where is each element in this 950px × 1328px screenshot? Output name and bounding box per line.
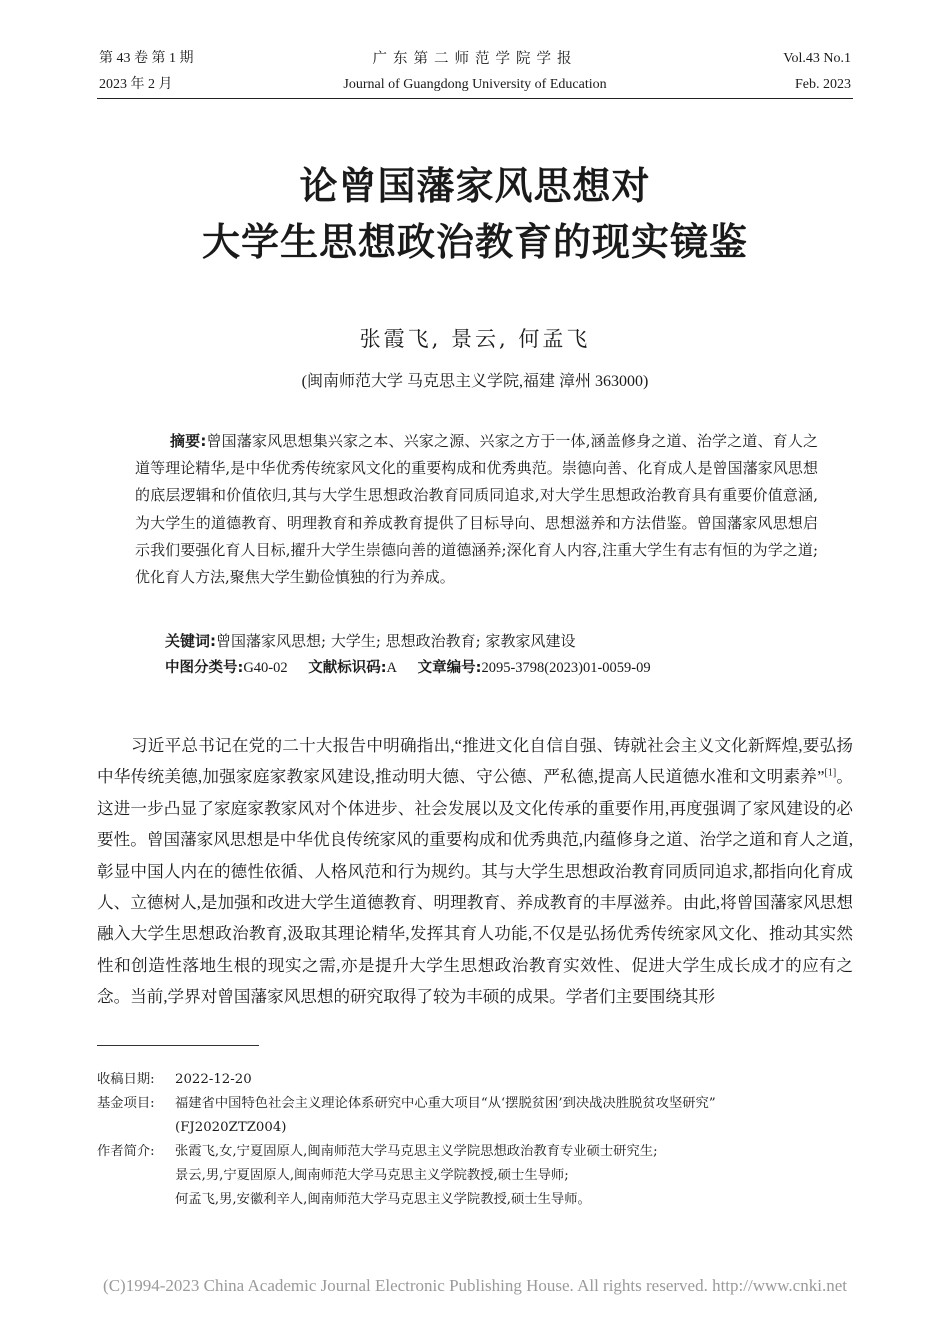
author-bio-1: 张霞飞,女,宁夏固原人,闽南师范大学马克思主义学院思想政治教育专业硕士研究生; [175,1144,658,1159]
article-no-value: 2095-3798(2023)01-0059-09 [481,660,651,676]
fund-label: 基金项目: [97,1096,155,1111]
abstract-label: 摘要: [170,432,207,450]
keywords-text: 曾国藩家风思想; 大学生; 思想政治教育; 家教家风建设 [216,632,576,650]
paper-authors: 张霞飞, 景云, 何孟飞 [359,327,591,351]
paper-title-line1: 论曾国藩家风思想对 [299,163,651,208]
author-bio-label: 作者简介: [97,1144,155,1159]
fund-value-line2: (FJ2020ZTZ004) [175,1120,287,1135]
citation-ref: [1] [824,767,837,779]
received-value: 2022-12-20 [175,1072,252,1087]
doc-code-value: A [386,660,398,676]
running-header [97,42,853,99]
classification-line [165,655,667,682]
copyright-watermark: (C)1994-2023 China Academic Journal Electronic Publishing House. All rights reserved. http://www.cnki.net [103,1276,847,1295]
header-volume: 第 43 卷 第 1 期 [99,51,194,66]
footnote-authors [97,1140,857,1212]
paper-title-line2: 大学生思想政治教育的现实镜鉴 [201,219,748,264]
keywords-label: 关键词: [165,632,216,650]
header-journal-en: Journal of Guangdong University of Education [343,77,607,92]
paper-title [0,158,950,270]
header-date-en: Feb. 2023 [795,77,851,92]
body-text-part1: 习近平总书记在党的二十大报告中明确指出,“推进文化自信自强、铸就社会主义文化新辉煌,要弘扬中华传统美德,加强家庭家教家风建设,推动明大德、守公德、严私德,提高人民道德水准和文明素养” [97,736,853,787]
author-affiliation: (闽南师范大学 马克思主义学院,福建 漳州 363000) [301,373,649,390]
footnote-fund [97,1092,857,1140]
header-date: 2023 年 2 月 [99,77,173,92]
clc-label: 中图分类号: [165,660,244,676]
footnote-divider [97,1045,259,1046]
footnotes [97,1068,857,1212]
author-bio-3: 何孟飞,男,安徽利辛人,闽南师范大学马克思主义学院教授,硕士生导师。 [175,1192,591,1207]
author-bio-2: 景云,男,宁夏固原人,闽南师范大学马克思主义学院教授,硕士生导师; [175,1168,569,1183]
keywords [165,628,575,655]
body-paragraph [97,730,853,1013]
header-journal-name [97,46,853,98]
abstract-text: 曾国藩家风思想集兴家之本、兴家之源、兴家之方于一体,涵盖修身之道、治学之道、育人之道等理论精华,是中华优秀传统家风文化的重要构成和优秀典范。崇德向善、化育成人是曾国藩家风思想的底层逻辑和价值依归,其与大学生思想政治教育同质同追求,对大学生思想政治教育具有重要价值意涵,为大学生的道德教育、明理教育和养成教育提供了目标导向、思想滋养和方法借鉴。曾国藩家风思想启示我们要强化育人目标,擢升大学生崇德向善的道德涵养;深化育人内容,注重大学生有志有恒的为学之道;优化育人方法,聚焦大学生勤俭慎独的行为养成。 [135,432,818,587]
doc-code-label: 文献标识码: [308,660,387,676]
received-label: 收稿日期: [97,1072,155,1087]
header-volume-info-en [783,46,851,98]
header-vol-no: Vol.43 No.1 [783,51,851,66]
body-text-part2: 。这进一步凸显了家庭家教家风对个体进步、社会发展以及文化传承的重要作用,再度强调了家风建设的必要性。曾国藩家风思想是中华优良传统家风的重要构成和优秀典范,内蕴修身之道、治学之道和育人之道,彰显中国人内在的德性依循、人格风范和行为规约。其与大学生思想政治教育同质同追求,都指向化育成人、立德树人,是加强和改进大学生道德教育、明理教育、养成教育的丰厚滋养。由此,将曾国藩家风思想融入大学生思想政治教育,汲取其理论精华,发挥其育人功能,不仅是弘扬优秀传统家风文化、推动其实然性和创造性落地生根的现实之需,亦是提升大学生思想政治教育实效性、促进大学生成长成才的应有之念。当前,学界对曾国藩家风思想的研究取得了较为丰硕的成果。学者们主要围绕其形 [97,767,854,1007]
footnote-received [97,1068,857,1092]
header-journal-cn: 广东第二师范学院学报 [372,51,578,67]
abstract [135,428,818,591]
clc-value: G40-02 [243,660,288,676]
article-no-label: 文章编号: [417,660,482,676]
fund-value-line1: 福建省中国特色社会主义理论体系研究中心重大项目“从‘摆脱贫困’到决战决胜脱贫攻坚研究” [175,1096,716,1111]
